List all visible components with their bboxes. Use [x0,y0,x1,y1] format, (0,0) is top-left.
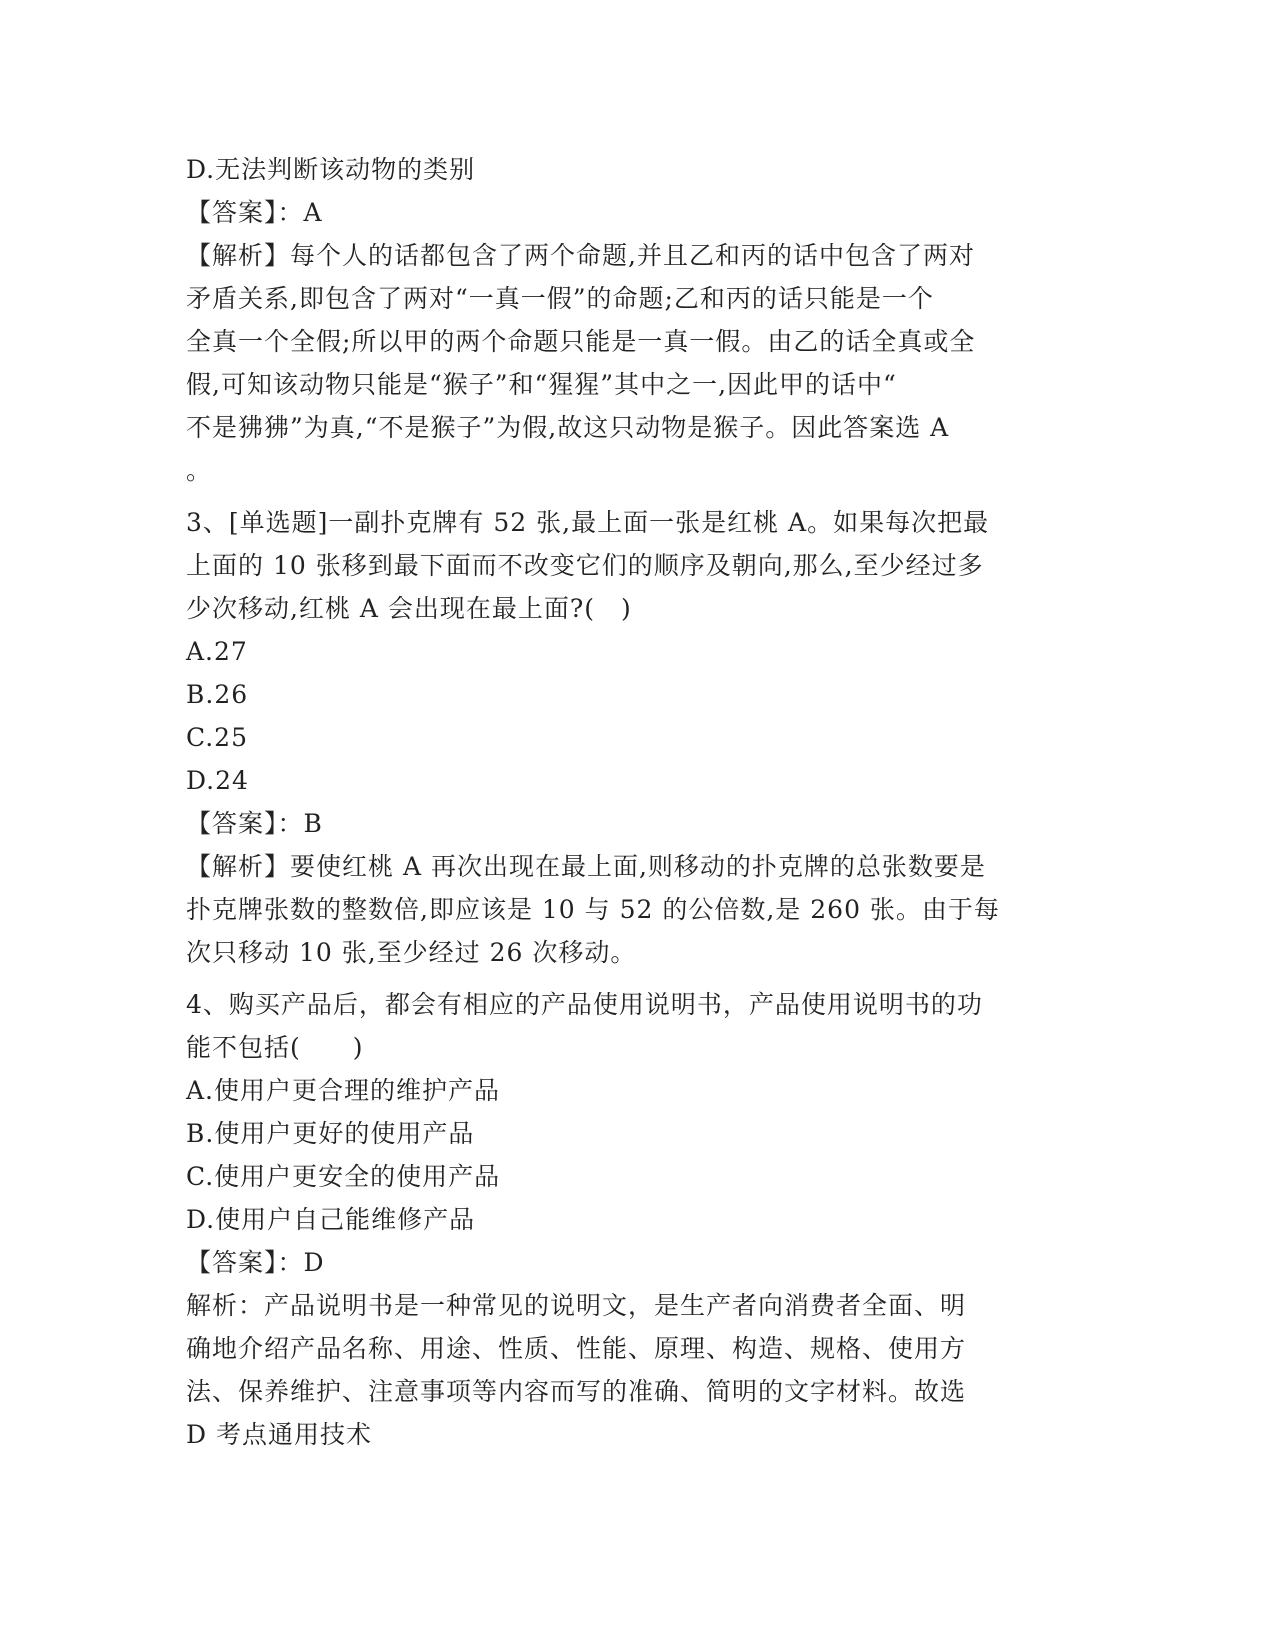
q3-analysis-text-1: 要使红桃 A 再次出现在最上面,则移动的扑克牌的总张数要是 [290,852,986,881]
q3-stem-line-3: 少次移动,红桃 A 会出现在最上面?( ) [186,594,632,623]
document-content [186,148,1086,1456]
q3-answer-label: 【答案】 [186,809,278,838]
q4-stem-line-2: 能不包括( ) [186,1033,364,1062]
q4-option-d: D.使用户自己能维修产品 [186,1205,476,1234]
q2-analysis-line-1 [186,234,1086,277]
q3-option-a: A.27 [186,637,248,666]
q2-answer [186,191,1086,234]
spacer [186,974,1086,983]
q2-answer-label: 【答案】 [186,198,278,227]
q2-option-d: D.无法判断该动物的类别 [186,155,476,184]
q3-analysis-line-3: 次只移动 10 张,至少经过 26 次移动。 [186,938,637,967]
q2-analysis-label: 【解析】 [186,241,291,270]
q2-answer-value: ：A [277,198,323,227]
spacer [186,492,1086,501]
q4-analysis-line-3: 法、保养维护、注意事项等内容而写的准确、简明的文字材料。故选 [186,1377,967,1406]
q2-analysis-line-2: 矛盾关系,即包含了两对“一真一假”的命题;乙和丙的话只能是一个 [186,284,934,313]
q2-analysis-line-3: 全真一个全假;所以甲的两个命题只能是一真一假。由乙的话全真或全 [186,327,976,356]
q4-analysis-line-4: D 考点通用技术 [186,1420,372,1449]
q3-analysis-label: 【解析】 [186,852,291,881]
q4-option-a: A.使用户更合理的维护产品 [186,1076,501,1105]
q4-option-c: C.使用户更安全的使用产品 [186,1162,501,1191]
q2-analysis-line-4: 假,可知该动物只能是“猴子”和“猩猩”其中之一,因此甲的话中“ [186,370,897,399]
q4-answer [186,1241,1086,1284]
q4-answer-value: ：D [277,1248,325,1277]
q4-option-b: B.使用户更好的使用产品 [186,1119,475,1148]
q3-answer [186,802,1086,845]
q3-analysis-line-1 [186,845,1086,888]
q3-option-d: D.24 [186,766,249,795]
q3-stem-line-2: 上面的 10 张移到最下面而不改变它们的顺序及朝向,那么,至少经过多 [186,551,984,580]
q4-stem-line-1: 4、购买产品后，都会有相应的产品使用说明书，产品使用说明书的功 [186,990,983,1019]
q3-stem-line-1: 3、[单选题]一副扑克牌有 52 张,最上面一张是红桃 A。如果每次把最 [186,508,990,537]
q3-answer-value: ：B [277,809,323,838]
q4-analysis-line-1: 解析：产品说明书是一种常见的说明文，是生产者向消费者全面、明 [186,1291,967,1320]
q3-option-b: B.26 [186,680,249,709]
q2-analysis-line-6: 。 [186,456,213,485]
q3-option-c: C.25 [186,723,248,752]
q2-analysis-text-1: 每个人的话都包含了两个命题,并且乙和丙的话中包含了两对 [290,241,975,270]
q4-answer-label: 【答案】 [186,1248,278,1277]
q2-analysis-line-5: 不是狒狒”为真,“不是猴子”为假,故这只动物是猴子。因此答案选 A [186,413,950,442]
q3-analysis-line-2: 扑克牌张数的整数倍,即应该是 10 与 52 的公倍数,是 260 张。由于每 [186,895,1000,924]
q4-analysis-line-2: 确地介绍产品名称、用途、性质、性能、原理、构造、规格、使用方 [186,1334,967,1363]
